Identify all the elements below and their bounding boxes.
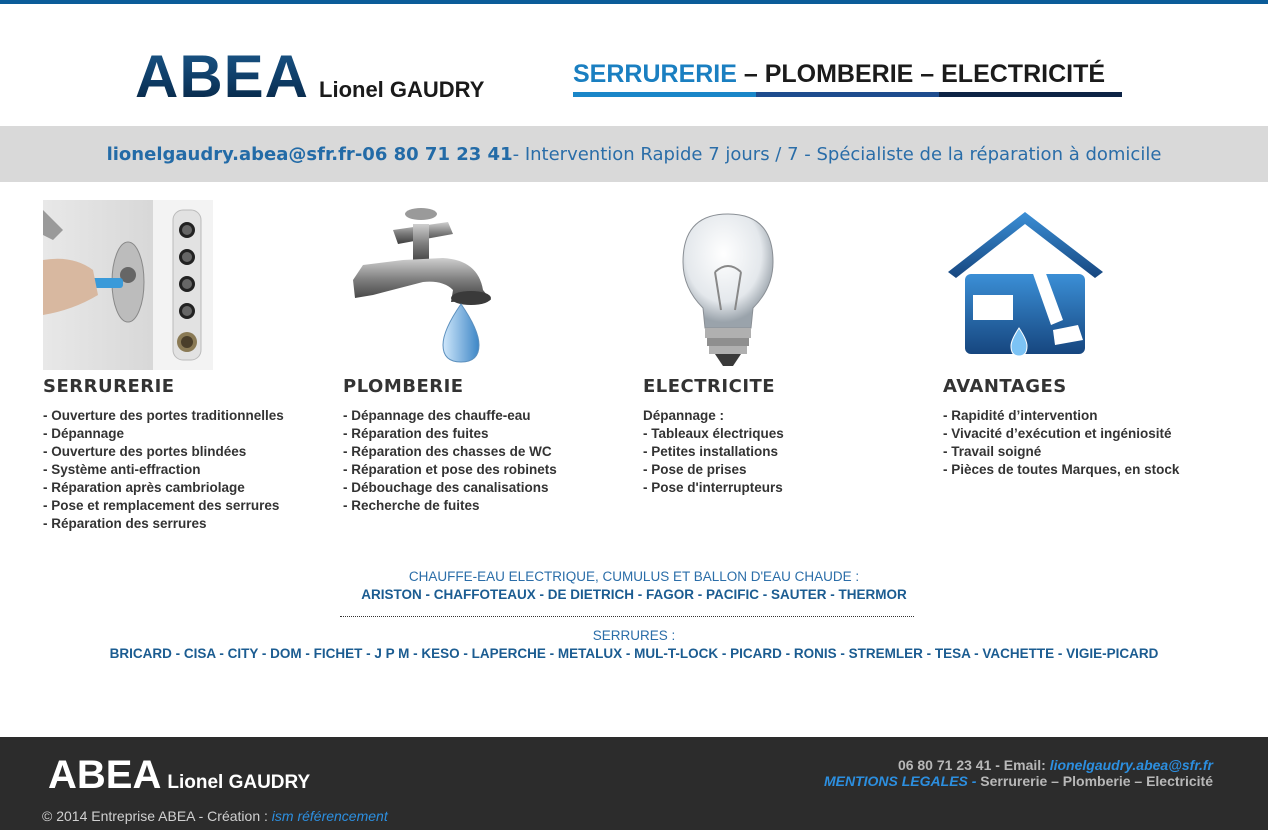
- heater-brands-list: ARISTON - CHAFFOTEAUX - DE DIETRICH - FAGOR - PACIFIC - SAUTER - THERMOR: [361, 587, 907, 602]
- list-item: - Pose d'interrupteurs: [643, 480, 783, 495]
- lock-brands-caption: SERRURES :: [592, 628, 676, 643]
- contact-band: [0, 126, 1268, 182]
- list-item: - Réparation et pose des robinets: [343, 462, 557, 477]
- list-item: - Rapidité d’intervention: [943, 408, 1098, 423]
- service-avantages: [943, 200, 1233, 479]
- underline-segment: [573, 92, 756, 97]
- list-item: - Recherche de fuites: [343, 498, 480, 513]
- logo-sub: Lionel GAUDRY: [319, 77, 485, 102]
- footer-email-link[interactable]: lionelgaudry.abea@sfr.fr: [1049, 757, 1213, 773]
- list-item: - Pose de prises: [643, 462, 747, 477]
- list-item: - Dépannage: [43, 426, 125, 441]
- footer-contact: [824, 757, 1213, 789]
- list-item: - Ouverture des portes traditionnelles: [43, 408, 284, 423]
- list-item: - Système anti-effraction: [43, 462, 201, 477]
- footer: [0, 737, 1268, 830]
- list-item: - Pièces de toutes Marques, en stock: [943, 462, 1180, 477]
- tagline-first: SERRURERIE: [573, 60, 737, 88]
- list-item: - Réparation des chasses de WC: [343, 444, 552, 459]
- service-list: [943, 407, 1233, 479]
- underline-segment: [939, 92, 1122, 97]
- legal-notice-link[interactable]: MENTIONS LEGALES -: [823, 773, 977, 789]
- copyright-text: © 2014 Entreprise ABEA - Création :: [42, 808, 272, 824]
- list-item: - Travail soigné: [943, 444, 1042, 459]
- list-item: - Réparation des serrures: [43, 516, 207, 531]
- underline-segment: [756, 92, 939, 97]
- tagline-underline: [573, 92, 1122, 97]
- contact-phone[interactable]: 06 80 71 23 41: [362, 143, 513, 165]
- service-title: PLOMBERIE: [343, 376, 464, 397]
- house-plumbing-image: [943, 200, 1113, 370]
- list-item: - Petites installations: [643, 444, 779, 459]
- footer-logo-sub: Lionel GAUDRY: [167, 772, 311, 793]
- contact-tagline: - Intervention Rapide 7 jours / 7 - Spécialiste de la réparation à domicile: [512, 143, 1162, 165]
- site-logo[interactable]: [135, 42, 484, 111]
- list-item: - Pose et remplacement des serrures: [43, 498, 280, 513]
- contact-email-link[interactable]: lionelgaudry.abea@sfr.fr: [106, 143, 355, 165]
- footer-logo-main: ABEA: [48, 753, 162, 797]
- heater-brands: [0, 568, 1268, 604]
- service-electricite: [643, 200, 933, 497]
- faucet-image: [343, 200, 513, 370]
- credit-link[interactable]: ism référencement: [271, 808, 388, 824]
- contact-sep: -: [354, 143, 363, 165]
- service-list: [343, 407, 633, 515]
- list-item: - Débouchage des canalisations: [343, 480, 549, 495]
- service-list: [43, 407, 333, 533]
- tagline-rest: – PLOMBERIE – ELECTRICITÉ: [736, 60, 1106, 88]
- service-title: ELECTRICITE: [643, 376, 776, 397]
- services-tagline: [573, 60, 1122, 97]
- top-accent-bar: [0, 0, 1268, 4]
- service-title: SERRURERIE: [43, 376, 175, 397]
- footer-logo[interactable]: [48, 753, 310, 798]
- service-subtitle: Dépannage :: [643, 408, 725, 423]
- footer-phone: 06 80 71 23 41 - Email:: [897, 757, 1050, 773]
- list-item: - Réparation des fuites: [343, 426, 489, 441]
- list-item: - Vivacité d’exécution et ingéniosité: [943, 426, 1172, 441]
- list-item: - Tableaux électriques: [643, 426, 784, 441]
- lock-brands-list: BRICARD - CISA - CITY - DOM - FICHET - J P M - KESO - LAPERCHE - METALUX - MUL-T-LOCK - PICARD - RONIS - STREMLER - TESA - VACHETTE - VIGIE-PICARD: [109, 646, 1159, 661]
- service-list: [643, 407, 933, 497]
- service-title: AVANTAGES: [943, 376, 1067, 397]
- logo-main: ABEA: [135, 43, 310, 110]
- service-serrurerie: [43, 200, 333, 533]
- list-item: - Ouverture des portes blindées: [43, 444, 247, 459]
- lock-brands: [0, 627, 1268, 663]
- list-item: - Réparation après cambriolage: [43, 480, 245, 495]
- heater-brands-caption: CHAUFFE-EAU ELECTRIQUE, CUMULUS ET BALLON D'EAU CHAUDE :: [408, 569, 860, 584]
- list-item: - Dépannage des chauffe-eau: [343, 408, 531, 423]
- footer-services: Serrurerie – Plomberie – Electricité: [976, 773, 1213, 789]
- brands-divider: [340, 616, 914, 617]
- light-bulb-image: [643, 200, 813, 370]
- service-plomberie: [343, 200, 633, 515]
- footer-copyright: [42, 808, 388, 824]
- door-lock-image: [43, 200, 213, 370]
